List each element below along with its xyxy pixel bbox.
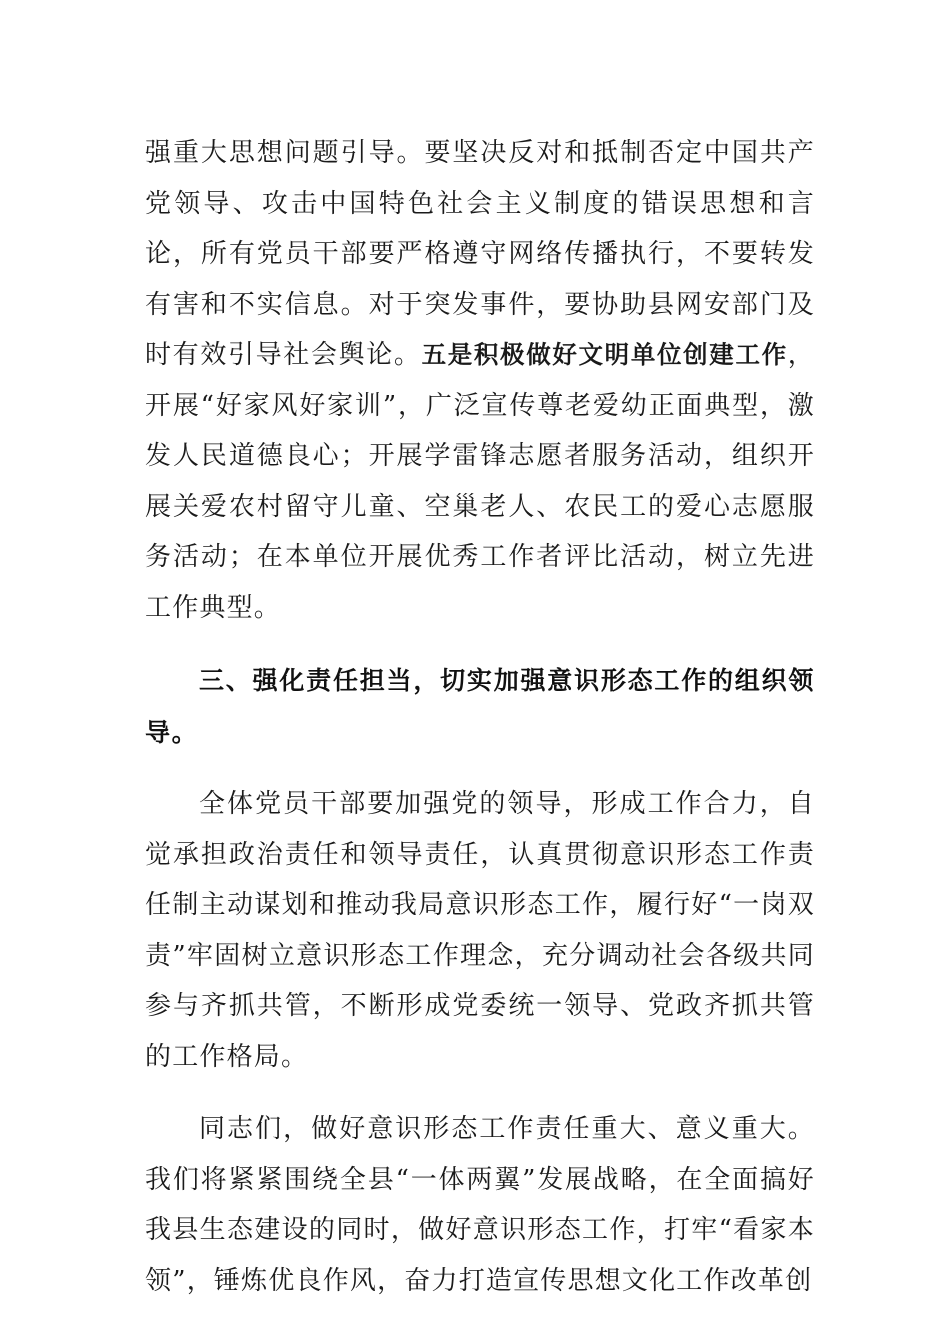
paragraph-continued [145,128,815,633]
bold-phrase: 五是积极做好文明单位创建工作 [421,340,788,369]
paragraph-text: ，开展“好家风好家训”，广泛宣传尊老爱幼正面典型，激发人民道德良心；开展学雷锋志愿者服务活动，组织开展关爱农村留守儿童、空巢老人、农民工的爱心志愿服务活动；在本单位开展优秀工作者评比活动，树立先进工作典型。 [145,340,815,623]
paragraph-text: 强重大思想问题引导。要坚决反对和抵制否定中国共产党领导、攻击中国特色社会主义制度的错误思想和言论，所有党员干部要严格遵守网络传播执行，不要转发有害和不实信息。对于突发事件，要协助县网安部门及时有效引导社会舆论。 [145,138,815,370]
document-body [145,128,815,1306]
paragraph: 同志们，做好意识形态工作责任重大、意义重大。我们将紧紧围绕全县“一体两翼”发展战略，在全面搞好我县生态建设的同时，做好意识形态工作，打牢“看家本领”，锤炼优良作风，奋力打造宣传思想文化工作改革创 [145,1114,815,1296]
spacer [145,759,815,779]
spacer [145,1082,815,1104]
paragraph: 全体党员干部要加强党的领导，形成工作合力，自觉承担政治责任和领导责任，认真贯彻意识形态工作责任制主动谋划和推动我局意识形态工作，履行好“一岗双责”牢固树立意识形态工作理念，充分调动社会各级共同参与齐抓共管，不断形成党委统一领导、党政齐抓共管的工作格局。 [145,789,815,1072]
spacer [145,633,815,655]
section-heading: 三、强化责任担当，切实加强意识形态工作的组织领导。 [145,666,815,747]
